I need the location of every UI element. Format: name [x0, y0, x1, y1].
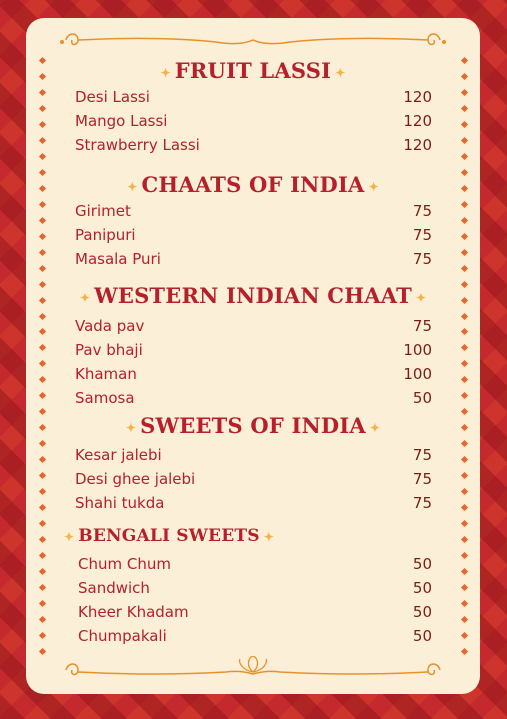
menu-item: Khaman 100 — [75, 365, 432, 383]
diamond-ornament — [38, 153, 45, 160]
diamond-ornament — [460, 648, 467, 655]
diamond-ornament — [460, 616, 467, 623]
menu-item: Shahi tukda 75 — [75, 494, 432, 512]
section-bengali-sweets — [26, 526, 480, 546]
section-title: ✦ WESTERN INDIAN CHAAT ✦ — [79, 283, 427, 308]
menu-item: Masala Puri 75 — [75, 250, 432, 268]
diamond-ornament — [38, 265, 45, 272]
diamond-ornament — [460, 440, 467, 447]
diamond-ornament — [38, 328, 45, 335]
diamond-ornament — [460, 344, 467, 351]
diamond-ornament — [460, 89, 467, 96]
menu-item: Strawberry Lassi 120 — [75, 136, 432, 154]
sparkle-icon: ✦ — [125, 420, 137, 435]
sparkle-icon: ✦ — [263, 529, 274, 544]
diamond-ornament — [460, 312, 467, 319]
section-western-indian-chaat — [26, 283, 480, 308]
diamond-ornament — [460, 632, 467, 639]
menu-item: Desi ghee jalebi 75 — [75, 470, 432, 488]
diamond-ornament — [460, 121, 467, 128]
menu-item: Kheer Khadam 50 — [78, 603, 432, 621]
section-title: ✦ CHAATS OF INDIA ✦ — [127, 172, 379, 197]
sparkle-icon: ✦ — [127, 179, 138, 194]
diamond-ornament — [460, 472, 467, 479]
diamond-ornament — [38, 249, 45, 256]
menu-item: Mango Lassi 120 — [75, 112, 432, 130]
menu-item: Samosa 50 — [75, 389, 432, 407]
diamond-ornament — [38, 201, 45, 208]
diamond-ornament — [38, 360, 45, 367]
sparkle-icon: ✦ — [160, 65, 171, 80]
diamond-ornament — [38, 233, 45, 240]
menu-item: Desi Lassi 120 — [75, 88, 432, 106]
sparkle-icon: ✦ — [368, 179, 379, 194]
diamond-ornament — [460, 105, 467, 112]
diamond-ornament — [38, 137, 45, 144]
diamond-ornament — [38, 648, 45, 655]
menu-item: Vada pav 75 — [75, 317, 432, 335]
sparkle-icon: ✦ — [79, 290, 91, 305]
diamond-ornament — [38, 504, 45, 511]
diamond-ornament — [460, 392, 467, 399]
diamond-ornament — [460, 376, 467, 383]
diamond-ornament — [460, 360, 467, 367]
diamond-ornament — [460, 488, 467, 495]
menu-item: Sandwich 50 — [78, 579, 432, 597]
diamond-ornament — [38, 568, 45, 575]
diamond-ornament — [38, 344, 45, 351]
top-ornament — [26, 28, 480, 52]
diamond-ornament — [38, 456, 45, 463]
sparkle-icon: ✦ — [415, 290, 427, 305]
diamond-ornament — [38, 440, 45, 447]
menu-item: Chumpakali 50 — [78, 627, 432, 645]
diamond-ornament — [460, 552, 467, 559]
section-title: ✦ BENGALI SWEETS ✦ — [64, 526, 274, 546]
diamond-ornament — [38, 105, 45, 112]
sparkle-icon: ✦ — [64, 529, 75, 544]
menu-item: Chum Chum 50 — [78, 555, 432, 573]
diamond-ornament — [460, 201, 467, 208]
right-diamond-border — [460, 58, 468, 654]
diamond-ornament — [38, 632, 45, 639]
menu-item: Girimet 75 — [75, 202, 432, 220]
diamond-ornament — [460, 249, 467, 256]
diamond-ornament — [38, 312, 45, 319]
diamond-ornament — [460, 568, 467, 575]
left-diamond-border — [38, 58, 46, 654]
diamond-ornament — [460, 600, 467, 607]
diamond-ornament — [460, 137, 467, 144]
diamond-ornament — [460, 233, 467, 240]
sparkle-icon: ✦ — [369, 420, 381, 435]
diamond-ornament — [38, 472, 45, 479]
section-fruit-lassi — [26, 58, 480, 83]
section-chaats-of-india — [26, 172, 480, 197]
diamond-ornament — [460, 265, 467, 272]
diamond-ornament — [38, 616, 45, 623]
menu-card — [26, 18, 480, 694]
diamond-ornament — [460, 328, 467, 335]
diamond-ornament — [38, 121, 45, 128]
section-sweets-of-india — [26, 413, 480, 438]
diamond-ornament — [460, 153, 467, 160]
diamond-ornament — [460, 217, 467, 224]
menu-item: Kesar jalebi 75 — [75, 446, 432, 464]
diamond-ornament — [460, 456, 467, 463]
menu-item: Panipuri 75 — [75, 226, 432, 244]
diamond-ornament — [38, 600, 45, 607]
diamond-ornament — [38, 584, 45, 591]
diamond-ornament — [460, 584, 467, 591]
menu-item: Pav bhaji 100 — [75, 341, 432, 359]
diamond-ornament — [38, 392, 45, 399]
diamond-ornament — [38, 89, 45, 96]
diamond-ornament — [38, 488, 45, 495]
diamond-ornament — [460, 504, 467, 511]
section-title: ✦ SWEETS OF INDIA ✦ — [125, 413, 381, 438]
sparkle-icon: ✦ — [335, 65, 346, 80]
bottom-ornament — [26, 656, 480, 680]
diamond-ornament — [38, 376, 45, 383]
diamond-ornament — [38, 217, 45, 224]
diamond-ornament — [38, 552, 45, 559]
section-title: ✦ FRUIT LASSI ✦ — [160, 58, 346, 83]
